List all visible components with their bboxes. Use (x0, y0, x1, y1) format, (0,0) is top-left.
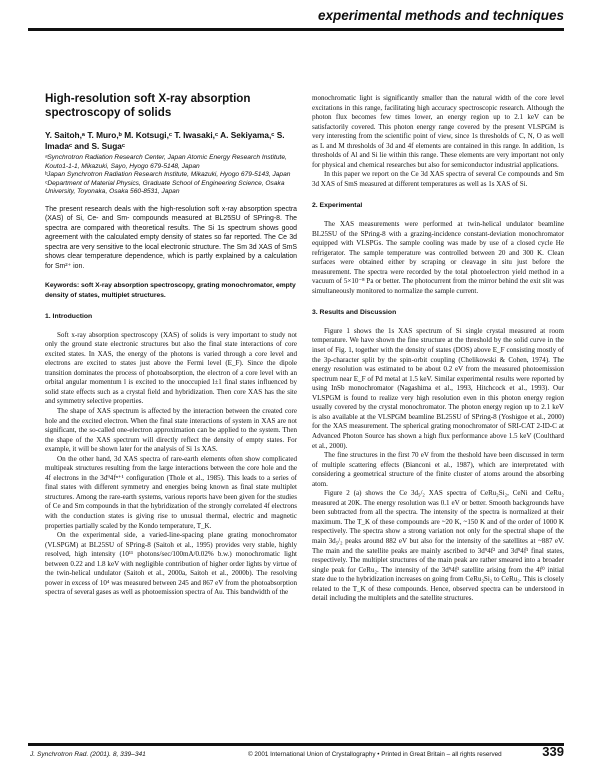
intro-paragraph: The shape of XAS spectrum is affected by the interaction between the created core hole and the excited electron. When the final state interactions of system in XAS are not significant, the so-called one-electron approximation can be applied to the system. Then the shape of the XAS spectrum will directly reflect the density of empty states. For example, it will be shown later for the analysis of Si 1s XAS. (45, 406, 297, 454)
introduction-heading: 1. Introduction (45, 313, 93, 321)
intro-continued-paragraph: monochromatic light is significantly smaller than the natural width of the core level excitations in this range, facilitating high accuracy spectroscopic research. Although the photon flux becomes few times lower, an energy region up to 2.1 keV can be satisfactorily covered. This photon energy range covered by the present VLSPGM is very interesting from the scientific point of view, since 1s thresholds of C, N, O as well as L and M thresholds of 3d and 4f elements are contained in this range. In addition, 1s thresholds of Al and Si lie within this range. These elements are very important not only for physical and chemical researches but also for semiconductor industrial applications. (312, 94, 564, 169)
intro-continued-paragraph: In this paper we report on the Ce 3d XAS spectra of several Ce compounds and Sm 3d XAS of SmS measured at different temperatures as well as 1s XAS of Si. (312, 170, 564, 188)
affiliation-c: ᶜDepartment of Material Physics, Graduate School of Engineering Science, Osaka University, Toyonaka, Osaka 560-8531, Japan (45, 179, 285, 196)
left-column (45, 92, 297, 598)
affiliations (45, 154, 297, 197)
affiliation-a: ᵃSynchrotron Radiation Research Center, Japan Atomic Energy Research Institute, Kouto1-1-1, Mikazuki, Sayo, Hyogo 679-5148, Japan (45, 154, 287, 170)
intro-paragraph: Soft x-ray absorption spectroscopy (XAS) of solids is very important to study not only the ground state electronic structures but also the final state interactions of core excited states. In XAS, the energy of the photons is varied through a core level and electrons are excited to states just above the Fermi level (E_F). Since the dipole transition dominates the process of photoabsorption, the electron of a core level with an orbital angular momentum l is excited to the unoccupied l±1 final states influenced by solid state effects such as a crystal field and hybridization. Then core XAS has the site and symmetry selective properties. (45, 330, 297, 406)
page-number: 339 (542, 744, 564, 759)
intro-paragraph: On the experimental side, a varied-line-spacing plane grating monochromator (VLSPGM) at BL25SU of SPring-8 (Saitoh et al., 1995) provides very stable, highly resolved, high intensity (10¹¹ photons/sec/100mA/0.02% b.w.) monochromatic light between 0.22 and 1.8 keV with negligible contribution of higher order lights by virtue of the twin-helical undulator (Saitoh et al., 2000a, Saitoh et al., 2000b). The resolving power in excess of 10⁴ was measured between 245 and 867 eV from the photoabsorption spectra of several gases as well as photoemission spectra of Au. This bandwidth of the (45, 531, 297, 597)
experimental-heading: 2. Experimental (312, 202, 363, 210)
footer-rule (28, 743, 564, 746)
results-paragraph: Figure 2 (a) shows the Ce 3d₅/₂ XAS spectra of CeRu₂Si₂, CeNi and CeRu₂ measured at 20K. The energy resolution was 0.1 eV or better. Smooth backgrounds have been subtracted from all the spectra. The intensity of the spectra is normalized at their maximum. The T_K of these compounds are ~20 K, ~150 K and of the order of 1000 K respectively. The spectra show a strong variation not only for the spectral shape of the main 3d₅/₂ peaks around 882 eV but also for the intensity of the satellites at ~887 eV. The main and the satellite peaks are mainly ascribed to 3d⁹4f² and 3d⁹4f¹ final states, respectively. The multiplet structures of the main peak are rather smeared into a broader single peak for CeRu₂. The intensity of the 3d⁹4f¹ satellite arising from the 4f⁰ initial state due to the hybridization increases on going from CeRu₂Si₂ to CeRu₂. This is closely related to the T_K of these compounds. Hence, observed spectra can be understood in detail including the multiplets and the satellite structures. (312, 489, 564, 603)
author-list: Y. Saitoh,ᵃ T. Muro,ᵇ M. Kotsugi,ᶜ T. Iwasaki,ᶜ A. Sekiyama,ᶜ S. Imadaᶜ and S. Sugaᶜ (45, 130, 285, 151)
section-header: experimental methods and techniques (317, 8, 564, 23)
results-paragraph: Figure 1 shows the 1s XAS spectrum of Si single crystal measured at room temperature. We have shown the fine structure at the threshold by the solid curve in the inset of Fig. 1, together with the density of states (DOS) above E_F consisting mostly of the 3p-character split by the spin-orbit coupling (Chelikowski & Cohen, 1974). The energy resolution was estimated to be about 0.2 eV from the measured photoemission spectrum near E_F of Pd metal at 1.5 keV. Similar experimental results were reported by using InSb monochromator (Nagashima et al., 1993, Hitchcock et al., 1993). Our VLSPGM is found to realize very high resolution even in this photon energy region usually covered by the crystal monochromator. The photon energy region up to 2.1 keV is also available at the VLSPGM beamline BL25SU of SPring-8 (Yoshigoe et al., 2000) for the XAS measurement. The spherical grating monochromator of SRI-CAT 2-ID-C at Advanced Photon Source has shown a high flux performance above 1.5 keV (Coulthard et al., 2000). (312, 326, 564, 450)
results-paragraph: The fine structures in the first 70 eV from the theshold have been discussed in term of multiple scattering effects (Bianconi et al., 1987), which are interpretated with considering a geometrical structure of the finite cluster of atoms around the absorbing atom. (312, 451, 564, 488)
keywords: Keywords: soft X-ray absorption spectroscopy, grating monochromator, empty density of states, multiplet structures. (45, 282, 296, 299)
affiliation-b: ᵇJapan Synchrotron Radiation Research Institute, Mikazuki, Hyogo 679-5143, Japan (45, 171, 291, 179)
abstract: The present research deals with the high-resolution soft x-ray absorption spectra (XAS) of Si, Ce- and Sm- compounds measured at BL25SU of SPring-8. The spectra are compared with theoretical results. The Si 1s spectrum shows good agreement with the calculated empty density of states so far reported. The Ce 3d spectra are very sensitive to the local electronic structure. The Sm 3d XAS of SmS shows clear temperature dependence, which is partly explained by a calculation for Sm²⁺ ion. (45, 205, 297, 270)
experimental-paragraph: The XAS measurements were performed at twin-helical undulator beamline BL25SU of the SPring-8 with a grazing-incidence constant-deviation monochromator equipped with VLSPGs. The sample cooling was made by use of a closed cycle He refrigerator. The sample temperature was controlled between 20 and 300 K. Clean surfaces were obtained either by scraping or cleavage in situ just before the measurement. The spectra were recorded by the total photoelectron yield method in a vacuum of 5×10⁻⁸ Pa or better. The photocurrent from the mirror behind the exit slit was simultaneously monitored to normalize the sample current. (312, 220, 564, 295)
journal-citation: J. Synchrotron Rad. (2001). 8, 339–341 (30, 751, 146, 758)
copyright-notice: © 2001 International Union of Crystallography • Printed in Great Britain – all rights reserved (248, 751, 502, 758)
right-column (312, 94, 564, 604)
results-heading: 3. Results and Discussion (312, 309, 397, 317)
article-title: High-resolution soft X-ray absorption spectroscopy of solids (45, 92, 251, 119)
header-rule (28, 28, 564, 31)
intro-paragraph: On the other hand, 3d XAS spectra of rare-earth elements often show complicated multipeak structures resulting from the large interactions between the core hole and the 4f electrons in the 3d⁹4fⁿ⁺¹ configuration (Thole et al., 1985). This leads to a series of final states with different symmetry and energies being known as final state multiplet structures. Among the rare-earth systems, various reports have been given for the studies of Ce and Sm compounds in that the hybridization of the strongly correlated 4f electrons with the conduction states is giving rise to unusual thermal, electric and magnetic properties partially scaled by the Kondo temperature, T_K. (45, 454, 297, 530)
